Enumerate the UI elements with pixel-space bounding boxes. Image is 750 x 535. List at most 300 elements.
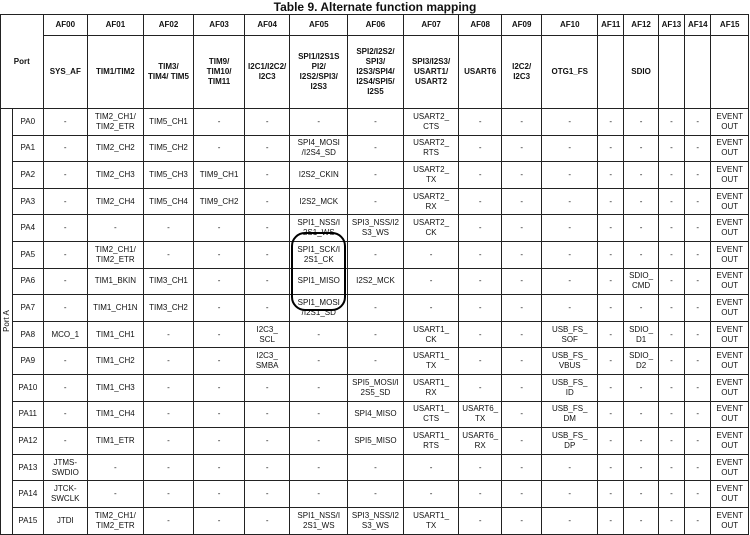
- function-cell: -: [685, 348, 711, 375]
- function-cell: -: [501, 135, 541, 162]
- function-cell: -: [143, 454, 194, 481]
- function-cell: EVENT OUT: [711, 428, 749, 455]
- function-cell: -: [348, 135, 404, 162]
- function-cell: TIM2_CH1/ TIM2_ETR: [88, 507, 144, 534]
- function-cell: -: [88, 215, 144, 242]
- function-cell: -: [459, 481, 502, 508]
- table-row: [1, 507, 749, 534]
- table-row: [1, 268, 749, 295]
- function-cell: -: [542, 135, 598, 162]
- function-cell: -: [244, 401, 290, 428]
- function-cell: JTCK- SWCLK: [43, 481, 88, 508]
- function-cell: -: [244, 241, 290, 268]
- function-cell: -: [658, 348, 684, 375]
- function-cell: -: [624, 162, 658, 189]
- function-cell: TIM9_CH1: [194, 162, 245, 189]
- function-cell: EVENT OUT: [711, 188, 749, 215]
- function-cell: -: [459, 507, 502, 534]
- function-cell: TIM1_CH2: [88, 348, 144, 375]
- function-cell: -: [194, 215, 245, 242]
- function-cell: USB_FS_ VBUS: [542, 348, 598, 375]
- af-name-header: [685, 36, 711, 109]
- function-cell: -: [244, 481, 290, 508]
- function-cell: USART1_ TX: [403, 507, 459, 534]
- function-cell: -: [542, 241, 598, 268]
- function-cell: -: [501, 481, 541, 508]
- function-cell: -: [244, 268, 290, 295]
- function-cell: -: [598, 374, 624, 401]
- function-cell: -: [459, 295, 502, 322]
- function-cell: -: [244, 188, 290, 215]
- function-cell: USART1_ TX: [403, 348, 459, 375]
- function-cell: TIM1_ETR: [88, 428, 144, 455]
- function-cell: -: [194, 428, 245, 455]
- table-row: [1, 481, 749, 508]
- function-cell: -: [290, 374, 348, 401]
- pin-cell: PA0: [13, 109, 43, 136]
- function-cell: -: [459, 109, 502, 136]
- af-code-header: AF01: [88, 15, 144, 36]
- table-row: [1, 135, 749, 162]
- function-cell: -: [658, 215, 684, 242]
- function-cell: -: [542, 215, 598, 242]
- function-cell: -: [501, 321, 541, 348]
- function-cell: -: [244, 295, 290, 322]
- table-row: [1, 454, 749, 481]
- function-cell: -: [43, 374, 88, 401]
- function-cell: -: [658, 162, 684, 189]
- af-code-header: AF04: [244, 15, 290, 36]
- function-cell: -: [658, 454, 684, 481]
- function-cell: EVENT OUT: [711, 215, 749, 242]
- function-cell: -: [348, 481, 404, 508]
- function-cell: EVENT OUT: [711, 109, 749, 136]
- af-code-header: AF05: [290, 15, 348, 36]
- function-cell: -: [624, 507, 658, 534]
- function-cell: -: [598, 188, 624, 215]
- function-cell: -: [459, 268, 502, 295]
- function-cell: -: [501, 162, 541, 189]
- function-cell: -: [501, 268, 541, 295]
- function-cell: -: [685, 321, 711, 348]
- function-cell: -: [624, 374, 658, 401]
- function-cell: -: [501, 109, 541, 136]
- function-cell: -: [624, 401, 658, 428]
- function-cell: -: [194, 374, 245, 401]
- port-group-label: [1, 109, 13, 535]
- function-cell: USART6_ TX: [459, 401, 502, 428]
- function-cell: -: [290, 348, 348, 375]
- af-code-header: AF07: [403, 15, 459, 36]
- function-cell: -: [624, 454, 658, 481]
- function-cell: -: [658, 374, 684, 401]
- table-row: [1, 295, 749, 322]
- function-cell: -: [685, 481, 711, 508]
- function-cell: TIM5_CH4: [143, 188, 194, 215]
- function-cell: -: [244, 215, 290, 242]
- function-cell: -: [685, 188, 711, 215]
- function-cell: TIM5_CH3: [143, 162, 194, 189]
- af-name-header: TIM3/ TIM4/ TIM5: [143, 36, 194, 109]
- af-code-header: AF06: [348, 15, 404, 36]
- function-cell: -: [685, 454, 711, 481]
- function-cell: -: [542, 295, 598, 322]
- function-cell: USART2_ RTS: [403, 135, 459, 162]
- af-name-header: I2C2/ I2C3: [501, 36, 541, 109]
- function-cell: -: [194, 268, 245, 295]
- function-cell: JTDI: [43, 507, 88, 534]
- pin-cell: PA15: [13, 507, 43, 534]
- function-cell: EVENT OUT: [711, 295, 749, 322]
- function-cell: -: [194, 481, 245, 508]
- function-cell: TIM3_CH1: [143, 268, 194, 295]
- function-cell: SPI5_MISO: [348, 428, 404, 455]
- table-row: [1, 109, 749, 136]
- function-cell: EVENT OUT: [711, 374, 749, 401]
- function-cell: USART1_ RTS: [403, 428, 459, 455]
- function-cell: -: [43, 162, 88, 189]
- function-cell: -: [43, 295, 88, 322]
- function-cell: -: [348, 321, 404, 348]
- table-row: [1, 215, 749, 242]
- function-cell: -: [685, 109, 711, 136]
- table-row: [1, 321, 749, 348]
- table-row: [1, 241, 749, 268]
- function-cell: -: [459, 215, 502, 242]
- af-code-header: AF00: [43, 15, 88, 36]
- function-cell: JTMS- SWDIO: [43, 454, 88, 481]
- function-cell: -: [43, 109, 88, 136]
- function-cell: -: [658, 295, 684, 322]
- function-cell: -: [43, 401, 88, 428]
- function-cell: -: [624, 109, 658, 136]
- function-cell: TIM1_CH1: [88, 321, 144, 348]
- function-cell: -: [598, 215, 624, 242]
- function-cell: EVENT OUT: [711, 481, 749, 508]
- function-cell: -: [598, 268, 624, 295]
- function-cell: USB_FS_ ID: [542, 374, 598, 401]
- function-cell: -: [244, 454, 290, 481]
- function-cell: -: [290, 454, 348, 481]
- function-cell: -: [459, 162, 502, 189]
- pin-cell: PA6: [13, 268, 43, 295]
- function-cell: SPI1_MISO: [290, 268, 348, 295]
- function-cell: -: [658, 507, 684, 534]
- af-name-header: [598, 36, 624, 109]
- function-cell: -: [685, 215, 711, 242]
- function-cell: TIM5_CH2: [143, 135, 194, 162]
- function-cell: -: [348, 162, 404, 189]
- function-cell: SPI3_NSS/I2 S3_WS: [348, 215, 404, 242]
- function-cell: -: [459, 454, 502, 481]
- function-cell: -: [143, 481, 194, 508]
- function-cell: -: [685, 401, 711, 428]
- function-cell: -: [194, 401, 245, 428]
- function-cell: -: [194, 507, 245, 534]
- function-cell: -: [685, 428, 711, 455]
- function-cell: -: [43, 188, 88, 215]
- function-cell: I2S2_MCK: [348, 268, 404, 295]
- function-cell: -: [194, 348, 245, 375]
- function-cell: -: [624, 295, 658, 322]
- function-cell: -: [348, 241, 404, 268]
- function-cell: -: [290, 428, 348, 455]
- af-name-header: [658, 36, 684, 109]
- function-cell: SPI4_MISO: [348, 401, 404, 428]
- function-cell: -: [598, 454, 624, 481]
- function-cell: EVENT OUT: [711, 241, 749, 268]
- table-title: Table 9. Alternate function mapping: [273, 0, 477, 14]
- function-cell: -: [348, 295, 404, 322]
- function-cell: -: [348, 188, 404, 215]
- function-cell: EVENT OUT: [711, 401, 749, 428]
- af-name-header: SPI3/I2S3/ USART1/ USART2: [403, 36, 459, 109]
- function-cell: SPI5_MOSI/I 2S5_SD: [348, 374, 404, 401]
- function-cell: USART1_ CK: [403, 321, 459, 348]
- function-cell: -: [194, 321, 245, 348]
- function-cell: -: [598, 321, 624, 348]
- function-cell: -: [598, 162, 624, 189]
- function-cell: -: [403, 481, 459, 508]
- pin-cell: PA8: [13, 321, 43, 348]
- function-cell: EVENT OUT: [711, 454, 749, 481]
- function-cell: -: [658, 321, 684, 348]
- function-cell: -: [194, 241, 245, 268]
- function-cell: -: [403, 241, 459, 268]
- table-row: [1, 188, 749, 215]
- function-cell: -: [501, 454, 541, 481]
- function-cell: TIM1_CH3: [88, 374, 144, 401]
- function-cell: -: [459, 321, 502, 348]
- function-cell: -: [501, 188, 541, 215]
- header-row-names: [1, 36, 749, 109]
- pin-cell: PA13: [13, 454, 43, 481]
- function-cell: -: [459, 241, 502, 268]
- function-cell: -: [598, 428, 624, 455]
- function-cell: -: [542, 109, 598, 136]
- function-cell: -: [143, 374, 194, 401]
- pin-cell: PA2: [13, 162, 43, 189]
- function-cell: -: [685, 241, 711, 268]
- function-cell: TIM1_BKIN: [88, 268, 144, 295]
- function-cell: -: [194, 454, 245, 481]
- function-cell: -: [244, 162, 290, 189]
- function-cell: -: [501, 401, 541, 428]
- function-cell: -: [194, 135, 245, 162]
- af-code-header: AF14: [685, 15, 711, 36]
- af-name-header: SYS_AF: [43, 36, 88, 109]
- function-cell: I2C3_ SCL: [244, 321, 290, 348]
- function-cell: -: [501, 348, 541, 375]
- function-cell: -: [542, 268, 598, 295]
- function-cell: SPI4_MOSI /I2S4_SD: [290, 135, 348, 162]
- function-cell: -: [624, 215, 658, 242]
- function-cell: SPI1_NSS/I 2S1_WS: [290, 215, 348, 242]
- function-cell: TIM2_CH1/ TIM2_ETR: [88, 109, 144, 136]
- function-cell: -: [658, 188, 684, 215]
- function-cell: SDIO_ D2: [624, 348, 658, 375]
- af-name-header: TIM1/TIM2: [88, 36, 144, 109]
- function-cell: USART1_ RX: [403, 374, 459, 401]
- function-cell: -: [658, 481, 684, 508]
- function-cell: -: [43, 241, 88, 268]
- function-cell: -: [598, 135, 624, 162]
- function-cell: -: [143, 348, 194, 375]
- function-cell: -: [459, 374, 502, 401]
- function-cell: -: [542, 507, 598, 534]
- port-group-text: Port A: [1, 310, 11, 333]
- function-cell: -: [685, 295, 711, 322]
- function-cell: -: [244, 428, 290, 455]
- function-cell: TIM2_CH1/ TIM2_ETR: [88, 241, 144, 268]
- function-cell: -: [598, 481, 624, 508]
- function-cell: EVENT OUT: [711, 135, 749, 162]
- function-cell: SPI3_NSS/I2 S3_WS: [348, 507, 404, 534]
- function-cell: -: [624, 241, 658, 268]
- alternate-function-table: [0, 14, 749, 535]
- function-cell: SPI1_MOSI /I2S1_SD: [290, 295, 348, 322]
- pin-cell: PA12: [13, 428, 43, 455]
- af-code-header: AF10: [542, 15, 598, 36]
- function-cell: -: [658, 428, 684, 455]
- function-cell: EVENT OUT: [711, 348, 749, 375]
- function-cell: EVENT OUT: [711, 321, 749, 348]
- function-cell: -: [658, 109, 684, 136]
- af-name-header: SPI1/I2S1S PI2/ I2S2/SPI3/ I2S3: [290, 36, 348, 109]
- port-header: Port: [1, 15, 44, 109]
- function-cell: EVENT OUT: [711, 268, 749, 295]
- function-cell: -: [624, 481, 658, 508]
- function-cell: SPI1_SCK/I 2S1_CK: [290, 241, 348, 268]
- function-cell: -: [542, 162, 598, 189]
- function-cell: -: [459, 188, 502, 215]
- af-code-header: AF11: [598, 15, 624, 36]
- header-row-codes: [1, 15, 749, 36]
- function-cell: -: [624, 188, 658, 215]
- function-cell: -: [88, 454, 144, 481]
- function-cell: USART2_ CTS: [403, 109, 459, 136]
- function-cell: I2S2_MCK: [290, 188, 348, 215]
- function-cell: USART2_ RX: [403, 188, 459, 215]
- af-code-header: AF03: [194, 15, 245, 36]
- function-cell: -: [43, 135, 88, 162]
- af-code-header: AF12: [624, 15, 658, 36]
- af-code-header: AF15: [711, 15, 749, 36]
- af-code-header: AF13: [658, 15, 684, 36]
- function-cell: -: [143, 507, 194, 534]
- function-cell: -: [403, 454, 459, 481]
- function-cell: -: [459, 348, 502, 375]
- function-cell: -: [143, 215, 194, 242]
- function-cell: -: [348, 109, 404, 136]
- table-row: [1, 401, 749, 428]
- af-name-header: [711, 36, 749, 109]
- function-cell: -: [403, 295, 459, 322]
- function-cell: -: [685, 162, 711, 189]
- function-cell: I2S2_CKIN: [290, 162, 348, 189]
- function-cell: -: [598, 401, 624, 428]
- function-cell: -: [43, 215, 88, 242]
- table-row: [1, 348, 749, 375]
- function-cell: -: [598, 241, 624, 268]
- function-cell: -: [598, 348, 624, 375]
- function-cell: I2C3_ SMBA: [244, 348, 290, 375]
- function-cell: TIM5_CH1: [143, 109, 194, 136]
- function-cell: -: [348, 454, 404, 481]
- pin-cell: PA10: [13, 374, 43, 401]
- table-row: [1, 428, 749, 455]
- function-cell: -: [290, 401, 348, 428]
- function-cell: -: [143, 241, 194, 268]
- function-cell: -: [685, 268, 711, 295]
- function-cell: -: [290, 321, 348, 348]
- function-cell: -: [501, 295, 541, 322]
- function-cell: -: [143, 321, 194, 348]
- function-cell: -: [244, 507, 290, 534]
- function-cell: -: [194, 109, 245, 136]
- function-cell: -: [542, 481, 598, 508]
- function-cell: EVENT OUT: [711, 162, 749, 189]
- pin-cell: PA4: [13, 215, 43, 242]
- function-cell: -: [658, 268, 684, 295]
- pin-cell: PA5: [13, 241, 43, 268]
- function-cell: -: [658, 241, 684, 268]
- function-cell: -: [658, 135, 684, 162]
- pin-cell: PA3: [13, 188, 43, 215]
- table-row: [1, 162, 749, 189]
- function-cell: -: [459, 135, 502, 162]
- pin-cell: PA7: [13, 295, 43, 322]
- function-cell: USART1_ CTS: [403, 401, 459, 428]
- function-cell: -: [290, 109, 348, 136]
- function-cell: -: [542, 188, 598, 215]
- function-cell: -: [501, 507, 541, 534]
- af-name-header: OTG1_FS: [542, 36, 598, 109]
- function-cell: EVENT OUT: [711, 507, 749, 534]
- function-cell: -: [501, 215, 541, 242]
- function-cell: -: [685, 507, 711, 534]
- function-cell: -: [403, 268, 459, 295]
- function-cell: USB_FS_ DM: [542, 401, 598, 428]
- af-name-header: SPI2/I2S2/ SPI3/ I2S3/SPI4/ I2S4/SPI5/ I2S5: [348, 36, 404, 109]
- pin-cell: PA1: [13, 135, 43, 162]
- af-name-header: TIM9/ TIM10/ TIM11: [194, 36, 245, 109]
- function-cell: -: [290, 481, 348, 508]
- function-cell: TIM1_CH4: [88, 401, 144, 428]
- function-cell: -: [598, 109, 624, 136]
- function-cell: -: [542, 454, 598, 481]
- function-cell: -: [194, 295, 245, 322]
- function-cell: -: [685, 135, 711, 162]
- function-cell: USB_FS_ SOF: [542, 321, 598, 348]
- function-cell: TIM2_CH3: [88, 162, 144, 189]
- function-cell: -: [244, 109, 290, 136]
- function-cell: -: [501, 241, 541, 268]
- function-cell: SPI1_NSS/I 2S1_WS: [290, 507, 348, 534]
- function-cell: SDIO_ D1: [624, 321, 658, 348]
- af-name-header: USART6: [459, 36, 502, 109]
- pin-cell: PA14: [13, 481, 43, 508]
- function-cell: -: [43, 428, 88, 455]
- function-cell: SDIO_ CMD: [624, 268, 658, 295]
- function-cell: -: [598, 295, 624, 322]
- function-cell: -: [244, 374, 290, 401]
- function-cell: -: [501, 374, 541, 401]
- function-cell: -: [348, 348, 404, 375]
- function-cell: -: [598, 507, 624, 534]
- function-cell: TIM2_CH4: [88, 188, 144, 215]
- function-cell: USB_FS_ DP: [542, 428, 598, 455]
